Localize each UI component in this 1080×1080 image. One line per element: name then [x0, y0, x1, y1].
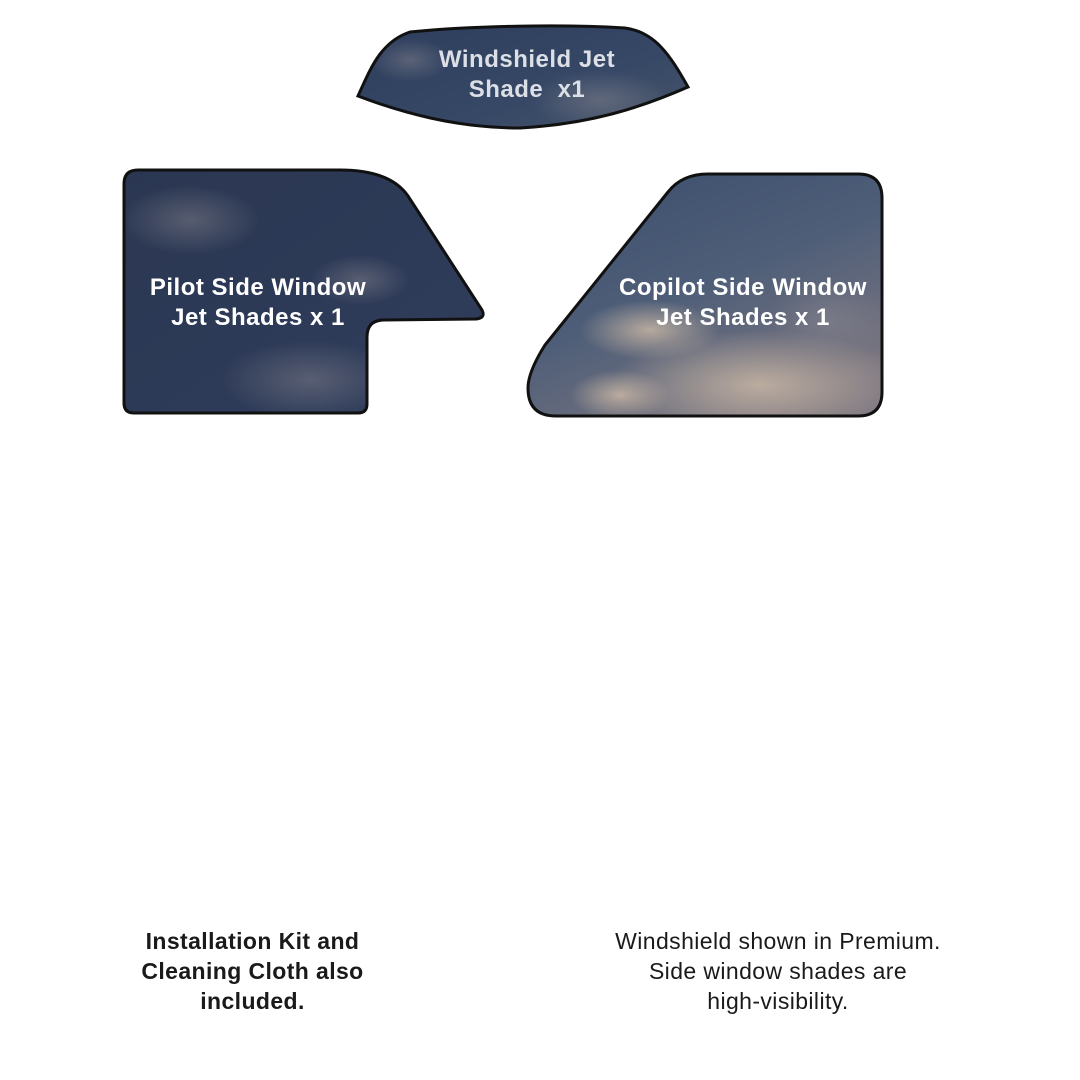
pilot-label-line2: Jet Shades x 1 [171, 304, 345, 331]
included-note-line3: included. [200, 988, 305, 1014]
copilot-label-line2: Jet Shades x 1 [656, 304, 830, 331]
premium-note-line1: Windshield shown in Premium. [615, 928, 941, 954]
premium-note-line3: high-visibility. [707, 988, 849, 1014]
windshield-label-line1: Windshield Jet [438, 46, 616, 73]
premium-visibility-note [568, 926, 988, 1016]
pilot-shade-label [128, 273, 388, 333]
copilot-shade-label [598, 273, 888, 333]
included-note-line2: Cleaning Cloth also [141, 958, 364, 984]
windshield-label-line2: Shade x1 [468, 76, 586, 103]
copilot-label-line1: Copilot Side Window [619, 274, 867, 301]
included-items-note [100, 926, 405, 1016]
premium-note-line2: Side window shades are [648, 958, 908, 984]
pilot-label-line1: Pilot Side Window [149, 274, 367, 301]
included-note-line1: Installation Kit and [145, 928, 360, 954]
windshield-shade-label [400, 45, 654, 105]
